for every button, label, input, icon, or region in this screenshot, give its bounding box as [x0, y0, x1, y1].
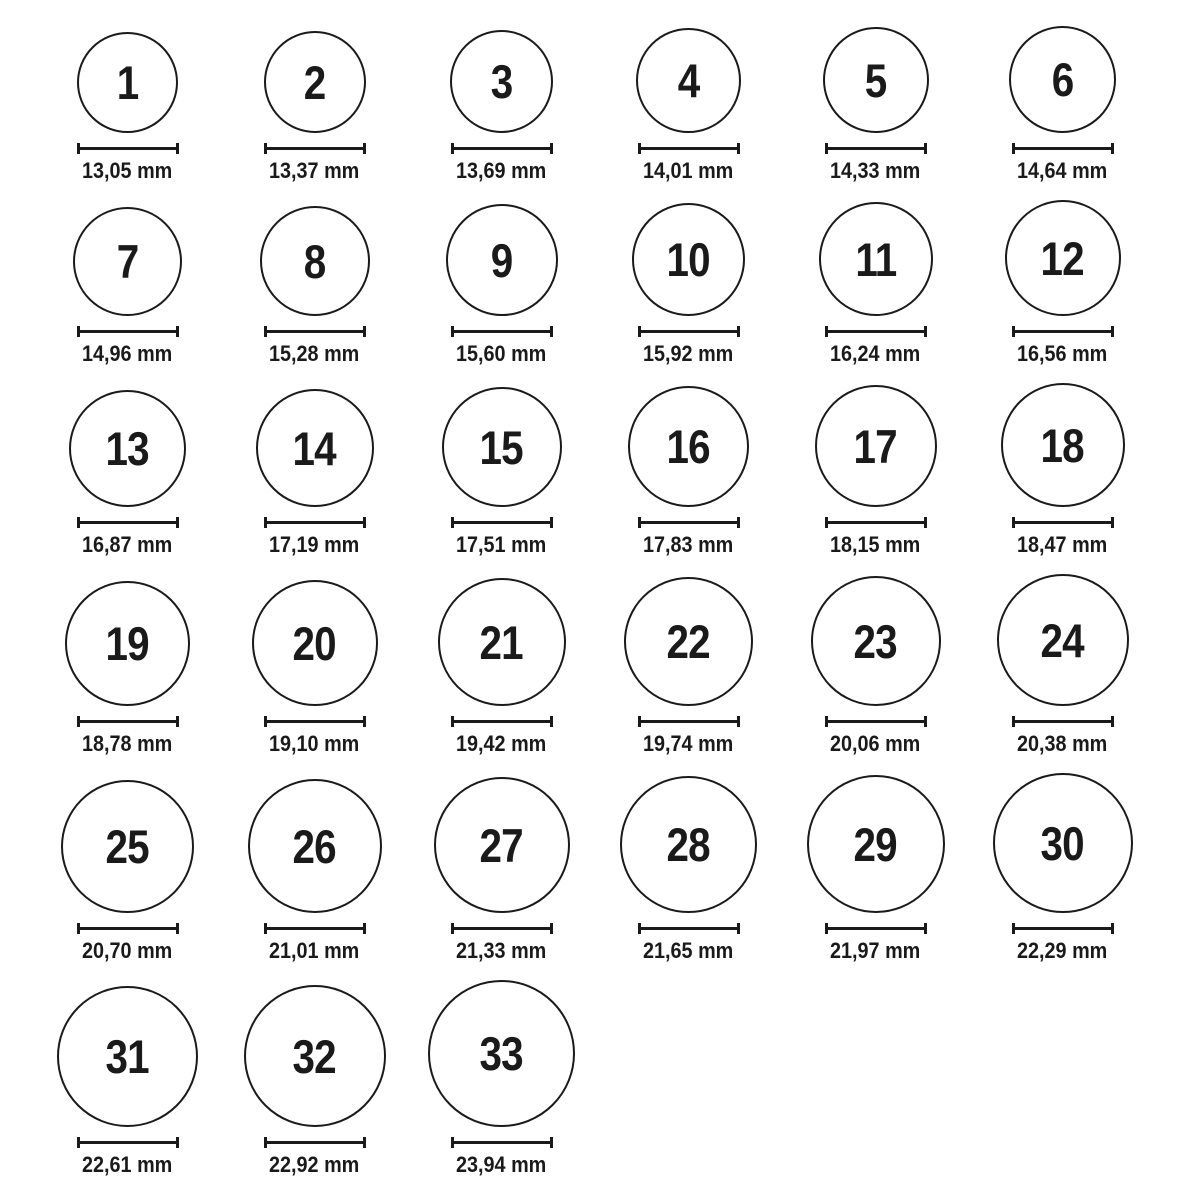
- diameter-label: 13,05 mm: [82, 158, 173, 183]
- ring-size-cell: [595, 203, 782, 367]
- diameter-label: 17,19 mm: [269, 532, 360, 557]
- ring-size-number: 30: [1040, 816, 1085, 870]
- ring-size-number: 7: [116, 235, 139, 288]
- diameter-dimension-line: [1012, 923, 1114, 934]
- diameter-label: 22,92 mm: [269, 1152, 360, 1177]
- ring-size-cell: [782, 775, 969, 964]
- diameter-label: 15,60 mm: [456, 341, 547, 366]
- ring-circle: [823, 27, 929, 133]
- ring-circle: [244, 985, 386, 1127]
- ring-size-number: 16: [666, 420, 711, 473]
- ring-size-cell: [595, 386, 782, 558]
- ring-size-cell: [969, 574, 1156, 757]
- diameter-label: 20,70 mm: [82, 938, 173, 963]
- dimension-bar: [828, 521, 924, 524]
- ring-circle: [256, 389, 374, 507]
- ring-size-cell: [34, 581, 221, 757]
- ring-size-cell: [221, 389, 408, 558]
- ring-size-number: 9: [490, 233, 513, 287]
- diameter-label: 22,29 mm: [1017, 938, 1108, 963]
- diameter-label: 16,56 mm: [1017, 341, 1108, 366]
- ring-size-number: 22: [666, 615, 711, 668]
- diameter-label: 15,28 mm: [269, 341, 360, 366]
- ring-circle: [807, 775, 945, 913]
- dimension-bar: [80, 330, 176, 333]
- ring-size-number: 28: [666, 818, 711, 871]
- diameter-label: 20,38 mm: [1017, 731, 1108, 756]
- dimension-bar: [1015, 927, 1111, 930]
- ring-size-cell: [34, 32, 221, 184]
- dimension-bar: [828, 330, 924, 333]
- diameter-dimension-line: [264, 716, 366, 727]
- ring-size-cell: [221, 580, 408, 757]
- diameter-label: 19,42 mm: [456, 731, 547, 756]
- dimension-bar: [454, 1141, 550, 1144]
- diameter-dimension-line: [77, 1137, 179, 1148]
- diameter-dimension-line: [451, 326, 553, 337]
- ring-size-number: 3: [490, 55, 513, 108]
- dimension-bar: [267, 720, 363, 723]
- ring-size-cell: [969, 383, 1156, 558]
- ring-circle: [65, 581, 190, 706]
- ring-size-number: 14: [292, 421, 337, 475]
- diameter-label: 15,92 mm: [643, 341, 734, 366]
- diameter-dimension-line: [264, 1137, 366, 1148]
- ring-size-number: 29: [853, 817, 898, 871]
- ring-size-number: 13: [105, 422, 150, 475]
- diameter-label: 16,24 mm: [830, 341, 921, 366]
- diameter-dimension-line: [825, 923, 927, 934]
- ring-size-number: 6: [1051, 53, 1074, 106]
- ring-circle: [69, 390, 186, 507]
- dimension-bar: [828, 927, 924, 930]
- ring-size-number: 26: [292, 819, 337, 873]
- ring-size-number: 17: [853, 419, 898, 473]
- diameter-label: 18,47 mm: [1017, 532, 1108, 557]
- diameter-dimension-line: [638, 923, 740, 934]
- diameter-dimension-line: [451, 517, 553, 528]
- ring-circle: [624, 577, 753, 706]
- ring-size-cell: [969, 773, 1156, 964]
- diameter-dimension-line: [264, 143, 366, 154]
- ring-circle: [993, 773, 1133, 913]
- diameter-dimension-line: [825, 143, 927, 154]
- ring-circle: [73, 207, 182, 316]
- ring-size-cell: [34, 390, 221, 558]
- diameter-dimension-line: [638, 143, 740, 154]
- ring-size-cell: [782, 576, 969, 757]
- ring-size-number: 12: [1040, 231, 1085, 285]
- ring-size-cell: [34, 207, 221, 367]
- dimension-bar: [80, 147, 176, 150]
- ring-circle: [434, 777, 570, 913]
- dimension-bar: [267, 147, 363, 150]
- ring-size-number: 33: [479, 1027, 524, 1080]
- ring-size-number: 31: [105, 1030, 150, 1083]
- dimension-bar: [828, 147, 924, 150]
- diameter-dimension-line: [825, 326, 927, 337]
- diameter-label: 14,33 mm: [830, 158, 921, 183]
- ring-size-row: [34, 773, 1156, 964]
- diameter-dimension-line: [77, 326, 179, 337]
- ring-size-number: 27: [479, 818, 524, 872]
- ring-size-cell: [34, 780, 221, 964]
- ring-size-number: 1: [116, 56, 139, 109]
- diameter-label: 23,94 mm: [456, 1152, 547, 1177]
- diameter-label: 14,01 mm: [643, 158, 734, 183]
- ring-size-number: 24: [1040, 613, 1085, 667]
- diameter-dimension-line: [451, 1137, 553, 1148]
- diameter-label: 18,78 mm: [82, 731, 173, 756]
- ring-size-cell: [595, 28, 782, 184]
- ring-size-cell: [782, 385, 969, 558]
- ring-size-number: 32: [292, 1029, 337, 1083]
- ring-circle: [628, 386, 749, 507]
- ring-size-number: 8: [303, 234, 326, 288]
- diameter-dimension-line: [264, 326, 366, 337]
- dimension-bar: [641, 147, 737, 150]
- ring-size-cell: [408, 30, 595, 184]
- ring-size-number: 4: [677, 54, 700, 107]
- ring-circle: [428, 980, 575, 1127]
- dimension-bar: [454, 521, 550, 524]
- ring-size-number: 23: [853, 614, 898, 668]
- ring-size-number: 2: [303, 55, 326, 109]
- diameter-dimension-line: [77, 517, 179, 528]
- ring-circle: [446, 204, 558, 316]
- diameter-label: 13,37 mm: [269, 158, 360, 183]
- ring-circle: [997, 574, 1129, 706]
- ring-size-number: 11: [854, 232, 897, 286]
- ring-size-cell: [408, 387, 595, 558]
- ring-size-cell: [595, 776, 782, 964]
- ring-circle: [442, 387, 562, 507]
- ring-size-number: 21: [479, 615, 524, 669]
- dimension-bar: [454, 927, 550, 930]
- ring-size-number: 20: [292, 616, 337, 670]
- ring-size-row: [34, 980, 1156, 1178]
- dimension-bar: [80, 927, 176, 930]
- ring-circle: [264, 31, 366, 133]
- ring-size-number: 19: [105, 617, 150, 670]
- dimension-bar: [1015, 330, 1111, 333]
- diameter-label: 17,51 mm: [456, 532, 547, 557]
- ring-size-cell: [408, 578, 595, 757]
- diameter-label: 18,15 mm: [830, 532, 921, 557]
- diameter-dimension-line: [451, 716, 553, 727]
- dimension-bar: [80, 720, 176, 723]
- ring-size-row: [34, 383, 1156, 558]
- diameter-dimension-line: [264, 923, 366, 934]
- ring-size-row: [34, 574, 1156, 757]
- diameter-dimension-line: [638, 326, 740, 337]
- ring-circle: [438, 578, 566, 706]
- ring-size-cell: [969, 200, 1156, 367]
- diameter-label: 14,96 mm: [82, 341, 173, 366]
- diameter-label: 21,33 mm: [456, 938, 547, 963]
- ring-size-cell: [408, 204, 595, 367]
- ring-circle: [252, 580, 378, 706]
- diameter-label: 21,01 mm: [269, 938, 360, 963]
- dimension-bar: [454, 147, 550, 150]
- dimension-bar: [641, 927, 737, 930]
- diameter-dimension-line: [264, 517, 366, 528]
- dimension-bar: [641, 521, 737, 524]
- dimension-bar: [1015, 147, 1111, 150]
- dimension-bar: [80, 521, 176, 524]
- diameter-dimension-line: [825, 716, 927, 727]
- ring-size-row: [34, 26, 1156, 184]
- diameter-label: 19,74 mm: [643, 731, 734, 756]
- diameter-label: 22,61 mm: [82, 1152, 173, 1177]
- diameter-dimension-line: [451, 923, 553, 934]
- ring-circle: [1009, 26, 1116, 133]
- diameter-dimension-line: [1012, 517, 1114, 528]
- dimension-bar: [267, 927, 363, 930]
- ring-size-number: 15: [479, 420, 524, 474]
- ring-circle: [819, 202, 933, 316]
- ring-size-row: [34, 200, 1156, 367]
- ring-circle: [811, 576, 941, 706]
- dimension-bar: [454, 720, 550, 723]
- diameter-label: 13,69 mm: [456, 158, 547, 183]
- dimension-bar: [267, 330, 363, 333]
- ring-circle: [636, 28, 741, 133]
- diameter-dimension-line: [638, 517, 740, 528]
- ring-size-cell: [221, 985, 408, 1178]
- ring-size-cell: [221, 779, 408, 964]
- dimension-bar: [454, 330, 550, 333]
- diameter-label: 19,10 mm: [269, 731, 360, 756]
- ring-size-cell: [221, 206, 408, 367]
- dimension-bar: [267, 521, 363, 524]
- ring-circle: [815, 385, 937, 507]
- ring-size-number: 10: [666, 233, 711, 286]
- diameter-label: 17,83 mm: [643, 532, 734, 557]
- dimension-bar: [80, 1141, 176, 1144]
- diameter-label: 16,87 mm: [82, 532, 173, 557]
- dimension-bar: [828, 720, 924, 723]
- ring-circle: [1005, 200, 1121, 316]
- dimension-bar: [641, 720, 737, 723]
- diameter-dimension-line: [1012, 326, 1114, 337]
- diameter-dimension-line: [1012, 716, 1114, 727]
- ring-circle: [57, 986, 198, 1127]
- ring-circle: [61, 780, 194, 913]
- dimension-bar: [1015, 521, 1111, 524]
- ring-size-cell: [221, 31, 408, 184]
- ring-circle: [1001, 383, 1125, 507]
- ring-size-number: 5: [864, 53, 887, 107]
- ring-circle: [620, 776, 757, 913]
- ring-size-cell: [969, 26, 1156, 184]
- diameter-dimension-line: [77, 716, 179, 727]
- ring-size-cell: [34, 986, 221, 1178]
- ring-size-cell: [595, 577, 782, 757]
- ring-size-cell: [408, 777, 595, 964]
- diameter-dimension-line: [451, 143, 553, 154]
- diameter-dimension-line: [1012, 143, 1114, 154]
- ring-circle: [450, 30, 553, 133]
- dimension-bar: [641, 330, 737, 333]
- diameter-label: 21,65 mm: [643, 938, 734, 963]
- diameter-label: 14,64 mm: [1017, 158, 1108, 183]
- dimension-bar: [1015, 720, 1111, 723]
- diameter-label: 20,06 mm: [830, 731, 921, 756]
- ring-size-number: 18: [1040, 418, 1085, 472]
- ring-size-cell: [408, 980, 595, 1178]
- ring-size-cell: [782, 202, 969, 367]
- ring-size-cell: [782, 27, 969, 184]
- ring-circle: [77, 32, 178, 133]
- diameter-dimension-line: [825, 517, 927, 528]
- dimension-bar: [267, 1141, 363, 1144]
- ring-circle: [632, 203, 745, 316]
- diameter-label: 21,97 mm: [830, 938, 921, 963]
- ring-circle: [248, 779, 382, 913]
- ring-circle: [260, 206, 370, 316]
- ring-size-number: 25: [105, 820, 150, 873]
- diameter-dimension-line: [77, 923, 179, 934]
- diameter-dimension-line: [638, 716, 740, 727]
- diameter-dimension-line: [77, 143, 179, 154]
